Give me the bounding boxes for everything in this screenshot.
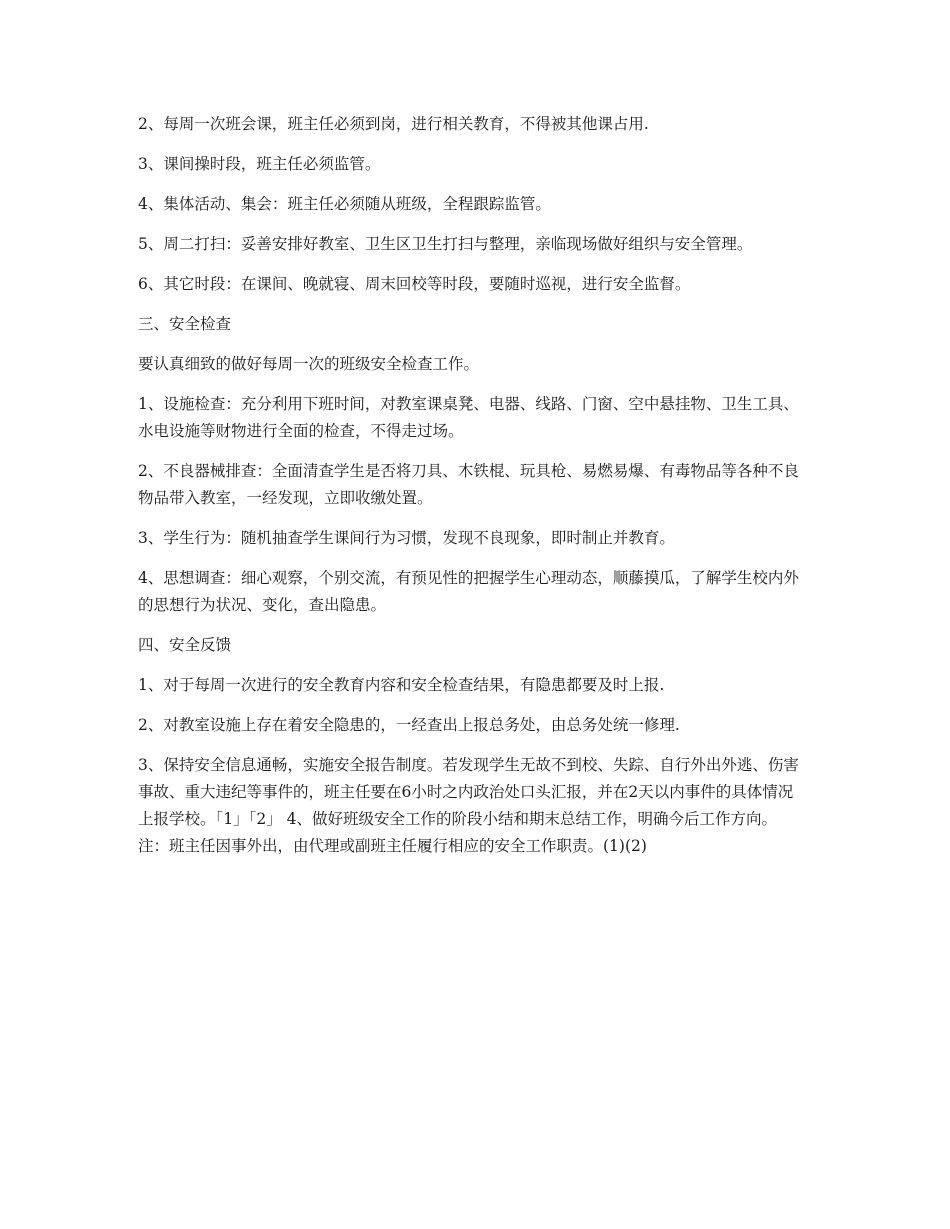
paragraph-student-behavior: 3、学生行为：随机抽查学生课间行为习惯，发现不良现象，即时制止并教育。 (138, 529, 675, 547)
paragraph-safety-reporting: 3、保持安全信息通畅，实施安全报告制度。若发现学生无故不到校、失踪、自行外出外逃、伤害事故、重大违纪等事件的，班主任要在6小时之内政治处口头汇报，并在2天以内事件的具体情况上报学校。「1」「2」 4、做好班级安全工作的阶段小结和期末总结工作，明确今后工作方向。 注：班主任因事外出，由代理或副班主任履行相应的安全工作职责。(1)(2) (138, 756, 799, 855)
section-heading-safety-feedback: 四、安全反馈 (138, 636, 232, 654)
paragraph-item-screening: 2、不良器械排查：全面清查学生是否将刀具、木铁棍、玩具枪、易燃易爆、有毒物品等各种不良物品带入教室，一经发现，立即收缴处置。 (138, 462, 799, 507)
paragraph-facility-check: 1、设施检查：充分利用下班时间，对教室课桌凳、电器、线路、门窗、空中悬挂物、卫生工具、水电设施等财物进行全面的检查，不得走过场。 (138, 395, 799, 440)
paragraph-other-periods: 6、其它时段：在课间、晚就寝、周末回校等时段，要随时巡视，进行安全监督。 (138, 275, 691, 293)
section-heading-safety-inspection: 三、安全检查 (138, 315, 232, 333)
paragraph-class-meeting: 2、每周一次班会课，班主任必须到岗，进行相关教育，不得被其他课占用. (138, 115, 649, 133)
paragraph-tuesday-cleaning: 5、周二打扫：妥善安排好教室、卫生区卫生打扫与整理，亲临现场做好组织与安全管理。 (138, 235, 753, 253)
paragraph-facility-repair: 2、对教室设施上存在着安全隐患的，一经查出上报总务处，由总务处统一修理. (138, 716, 680, 734)
paragraph-weekly-report: 1、对于每周一次进行的安全教育内容和安全检查结果，有隐患都要及时上报. (138, 676, 665, 694)
paragraph-thought-survey: 4、思想调查：细心观察，个别交流，有预见性的把握学生心理动态，顺藤摸瓜，了解学生校内外的思想行为状况、变化，查出隐患。 (138, 569, 799, 614)
paragraph-exercise-break: 3、课间操时段，班主任必须监管。 (138, 155, 381, 173)
paragraph-inspection-intro: 要认真细致的做好每周一次的班级安全检查工作。 (138, 355, 480, 373)
paragraph-group-activities: 4、集体活动、集会：班主任必须随从班级，全程跟踪监管。 (138, 195, 551, 213)
document-body (138, 111, 808, 873)
